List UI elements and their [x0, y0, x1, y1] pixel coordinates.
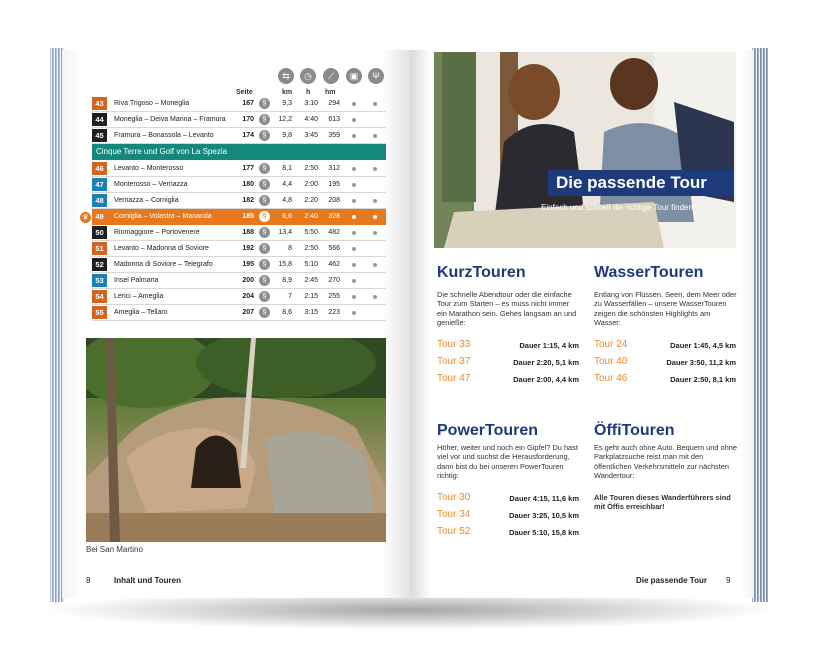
page-subtitle: Einfach und schnell die richtige Tour finden.: [541, 203, 696, 212]
tour-hours: 2:20: [304, 197, 318, 204]
wasser-tour-3: Tour 46: [594, 373, 628, 384]
kurz-text: Die schnelle Abendtour oder die einfache Tour zum Starten – es muss nicht immer ein Marathon sein. Gehes langsam an und genieße:: [437, 290, 577, 328]
tour-km: 12,2: [278, 116, 292, 123]
wasser-text: Entlang von Flüssen, Seen, dem Meer oder zu Wasserfällen – unsere WasserTouren zeigen die schönsten Highlights am Wasser:: [594, 290, 737, 328]
tour-badge-icon: §: [259, 227, 270, 238]
tour-page: 192: [242, 245, 254, 252]
tour-badge-icon: §: [259, 98, 270, 109]
tour-km: 4,8: [282, 197, 292, 204]
clock-icon: ◷: [300, 68, 316, 84]
tour-elevation: 359: [328, 132, 340, 139]
tour-name: Framura – Bonassola – Levanto: [114, 132, 214, 139]
photo-caption: Bei San Martino: [86, 545, 143, 554]
oeffi-heading: ÖffiTouren: [594, 422, 675, 439]
kurz-dauer-2: Dauer 2:20, 5,1 km: [513, 358, 579, 367]
tour-badge-icon: §: [259, 275, 270, 286]
tour-hours: 3:10: [304, 100, 318, 107]
tour-page: 195: [242, 261, 254, 268]
restaurant-dot-icon: [373, 263, 377, 267]
tour-number-badge: 50: [92, 226, 107, 239]
wasser-dauer-2: Dauer 3:50, 11,2 km: [666, 358, 736, 367]
table-row: [92, 273, 386, 289]
bus-dot-icon: [352, 231, 356, 235]
tour-badge-icon: §: [259, 179, 270, 190]
tour-km: 4,4: [282, 181, 292, 188]
kurz-dauer-3: Dauer 2:00, 4,4 km: [513, 375, 579, 384]
bus-dot-icon: [352, 167, 356, 171]
tour-page: 204: [242, 293, 254, 300]
header-km: km: [282, 89, 293, 96]
section-cinque-terre: Cinque Terre und Golf von La Spezia: [92, 144, 386, 160]
tour-elevation: 208: [328, 197, 340, 204]
bus-dot-icon: [352, 279, 356, 283]
table-row: [92, 225, 386, 241]
power-dauer-3: Dauer 5:10, 15,8 km: [508, 528, 579, 537]
tour-name: Levanto – Monterosso: [114, 165, 184, 172]
table-row: [92, 161, 386, 177]
tour-badge-icon: §: [259, 195, 270, 206]
tour-km: 8,6: [282, 309, 292, 316]
tour-page: 167: [242, 100, 254, 107]
wasser-tour-1: Tour 24: [594, 339, 628, 350]
tour-elevation: 255: [328, 293, 340, 300]
restaurant-dot-icon: [373, 199, 377, 203]
tour-elevation: 195: [328, 181, 340, 188]
tour-badge-icon: §: [259, 163, 270, 174]
tour-hours: 2:00: [304, 181, 318, 188]
table-row: [92, 193, 386, 209]
tour-km: 8,9: [282, 277, 292, 284]
tour-name: Lerici – Ameglia: [114, 293, 164, 300]
power-dauer-1: Dauer 4:15, 11,6 km: [509, 494, 579, 503]
bus-dot-icon: [352, 215, 356, 219]
bus-dot-icon: [352, 183, 356, 187]
tour-hours: 2:40: [304, 213, 318, 220]
tour-page: 200: [242, 277, 254, 284]
table-row: [92, 289, 386, 305]
tour-name: Monterosso – Vernazza: [114, 181, 188, 188]
page-edges-right: [752, 48, 768, 602]
tour-km: 6,6: [282, 213, 292, 220]
tour-number-badge: 48: [92, 194, 107, 207]
tour-hours: 4:40: [304, 116, 318, 123]
tour-hours: 2:45: [304, 277, 318, 284]
tour-page: 177: [242, 165, 254, 172]
restaurant-dot-icon: [373, 102, 377, 106]
table-row: [92, 305, 386, 321]
power-dauer-2: Dauer 3:25, 10,5 km: [508, 511, 579, 520]
tour-km: 7: [288, 293, 292, 300]
restaurant-icon: Ψ: [368, 68, 384, 84]
tour-page: 207: [242, 309, 254, 316]
tour-hours: 3:45: [304, 132, 318, 139]
table-row: [92, 209, 386, 225]
restaurant-dot-icon: [373, 215, 377, 219]
bus-dot-icon: [352, 247, 356, 251]
tour-badge-icon: §: [259, 243, 270, 254]
power-tour-2: Tour 34: [437, 509, 471, 520]
mountain-icon: ⟋: [323, 68, 339, 84]
tour-hours: 3:15: [304, 309, 318, 316]
tour-elevation: 270: [328, 277, 340, 284]
header-hm: hm: [325, 89, 336, 96]
bus-dot-icon: [352, 263, 356, 267]
wasser-heading: WasserTouren: [594, 264, 704, 281]
tour-name: Vernazza – Corniglia: [114, 197, 179, 204]
hikers-photo: [434, 52, 736, 248]
bus-dot-icon: [352, 311, 356, 315]
tour-number-badge: 53: [92, 274, 107, 287]
tour-number-badge: 52: [92, 258, 107, 271]
tour-page: 185: [242, 213, 254, 220]
page-title: Die passende Tour: [556, 173, 707, 192]
tour-elevation: 613: [328, 116, 340, 123]
tour-number-badge: 46: [92, 162, 107, 175]
bus-dot-icon: [352, 134, 356, 138]
tour-name: Madonna di Soviore – Telegrafo: [114, 261, 213, 268]
header-h: h: [306, 89, 311, 96]
restaurant-dot-icon: [373, 134, 377, 138]
tour-badge-icon: §: [259, 130, 270, 141]
tour-km: 8: [288, 245, 292, 252]
kurz-heading: KurzTouren: [437, 264, 526, 281]
tour-hours: 2:15: [304, 293, 318, 300]
wasser-tour-2: Tour 40: [594, 356, 628, 367]
tour-name: Insel Palmaria: [114, 277, 159, 284]
tour-hours: 5:50: [304, 229, 318, 236]
power-tour-1: Tour 30: [437, 492, 471, 503]
tour-km: 8,1: [282, 165, 292, 172]
tour-name: Riva Trigoso – Moneglia: [114, 100, 190, 107]
favorite-crown-icon: ♛: [80, 212, 91, 223]
bus-dot-icon: [352, 118, 356, 122]
cave-photo: [86, 338, 386, 542]
tour-badge-icon: §: [259, 211, 270, 222]
tour-page: 180: [242, 181, 254, 188]
tour-name: Riomaggiore – Portovenere: [114, 229, 200, 236]
tour-elevation: 566: [328, 245, 340, 252]
tour-hours: 5:10: [304, 261, 318, 268]
tour-km: 15,8: [278, 261, 292, 268]
tour-number-badge: 51: [92, 242, 107, 255]
tour-km: 9,3: [282, 100, 292, 107]
table-row: [92, 177, 386, 193]
table-row: [92, 128, 386, 144]
tour-number-badge: 44: [92, 113, 107, 126]
tour-number-badge: 43: [92, 97, 107, 110]
tour-page: 174: [242, 132, 254, 139]
page-number-right: 9: [726, 576, 731, 585]
table-row: [92, 96, 386, 112]
bus-dot-icon: [352, 295, 356, 299]
tour-name: Levanto – Madonna di Soviore: [114, 245, 209, 252]
kurz-tour-3: Tour 47: [437, 373, 471, 384]
power-heading: PowerTouren: [437, 422, 539, 439]
tour-page: 188: [242, 229, 254, 236]
tour-page: 170: [242, 116, 254, 123]
tour-hours: 2:50: [304, 245, 318, 252]
tour-number-badge: 45: [92, 129, 107, 142]
tour-name: Corniglia – Volastra – Manarola: [114, 213, 212, 220]
tour-badge-icon: §: [259, 114, 270, 125]
header-seite: Seite: [236, 89, 253, 96]
restaurant-dot-icon: [373, 231, 377, 235]
power-text: Höher, weiter und noch ein Gipfel? Du hast viel vor und suchst die Herausforderung, dann bist du bei unseren PowerTouren richtig:: [437, 443, 578, 481]
tour-name: Moneglia – Deiva Marina – Framura: [114, 116, 226, 123]
oeffi-note: Alle Touren dieses Wanderführers sind mit Öffis erreichbar!: [594, 493, 731, 512]
oeffi-text: Es geht auch ohne Auto. Bequem und ohne Parkplatzsuche reist man mit den öffentlichen Verkehrsmitteln zur nächsten Wandertour:: [594, 443, 737, 481]
table-row: [92, 112, 386, 128]
tour-badge-icon: §: [259, 307, 270, 318]
tour-elevation: 294: [328, 100, 340, 107]
bus-dot-icon: [352, 199, 356, 203]
tour-hours: 2:50: [304, 165, 318, 172]
wasser-dauer-1: Dauer 1:45, 4,5 km: [670, 341, 736, 350]
running-head-left: Inhalt und Touren: [114, 576, 181, 585]
hikers-illustration: [434, 52, 736, 248]
kurz-tour-1: Tour 33: [437, 339, 471, 350]
bus-icon: ▣: [346, 68, 362, 84]
kurz-tour-2: Tour 37: [437, 356, 471, 367]
cave-illustration: [86, 338, 386, 542]
table-row: [92, 241, 386, 257]
bus-dot-icon: [352, 102, 356, 106]
tour-page: 182: [242, 197, 254, 204]
kurz-dauer-1: Dauer 1:15, 4 km: [519, 341, 579, 350]
tour-elevation: 223: [328, 309, 340, 316]
signpost-icon: ⇆: [278, 68, 294, 84]
tour-elevation: 312: [328, 165, 340, 172]
tour-number-badge: 54: [92, 290, 107, 303]
tour-km: 9,8: [282, 132, 292, 139]
tour-elevation: 462: [328, 261, 340, 268]
tour-elevation: 328: [328, 213, 340, 220]
tour-number-badge: 55: [92, 306, 107, 319]
tour-elevation: 482: [328, 229, 340, 236]
tour-number-badge: 47: [92, 178, 107, 191]
page-number-left: 8: [86, 576, 91, 585]
restaurant-dot-icon: [373, 295, 377, 299]
restaurant-dot-icon: [373, 167, 377, 171]
tour-km: 13,4: [278, 229, 292, 236]
tour-badge-icon: §: [259, 259, 270, 270]
table-row: [92, 257, 386, 273]
table-header: [86, 68, 388, 96]
tour-name: Ameglia – Tellaro: [114, 309, 168, 316]
tour-badge-icon: §: [259, 291, 270, 302]
running-head-right: Die passende Tour: [636, 576, 707, 585]
power-tour-3: Tour 52: [437, 526, 471, 537]
tour-number-badge: 49: [95, 212, 104, 221]
wasser-dauer-3: Dauer 2:50, 8,1 km: [670, 375, 736, 384]
